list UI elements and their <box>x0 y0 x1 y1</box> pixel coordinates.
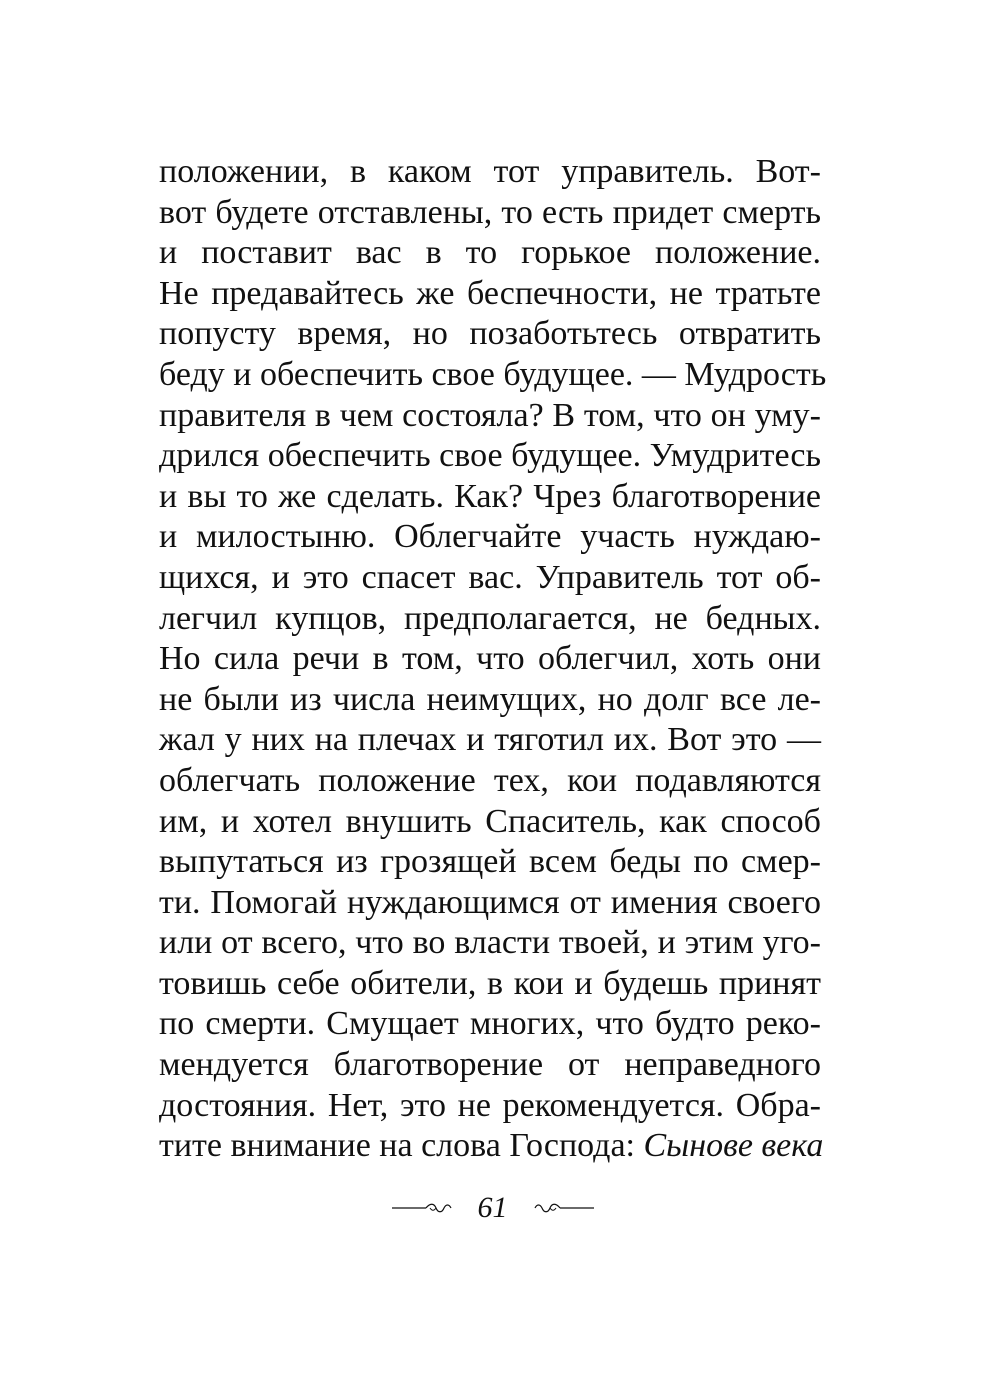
text-line: Не предавайтесь же беспечности, не тратьте <box>159 274 821 312</box>
text-line: вот будете отставлены, то есть придет смерть <box>159 193 821 231</box>
last-line-prefix: тите внимание на слова Господа: <box>159 1127 644 1165</box>
text-line: и милостыню. Облегчайте участь нуждаю- <box>159 518 821 556</box>
text-line: мендуется благотворение от неправедного <box>159 1046 821 1084</box>
text-line: беду и обеспечить свое будущее. — Мудрость <box>159 355 827 393</box>
body-text <box>159 152 827 1167</box>
text-line: им, и хотел внушить Спаситель, как способ <box>159 802 821 840</box>
text-line: и поставит вас в то горькое положение. <box>159 234 821 272</box>
text-line: правителя в чем состояла? В том, что он уму- <box>159 396 821 434</box>
page-number: 61 <box>477 1191 508 1224</box>
text-line: ти. Помогай нуждающимся от имения своего <box>159 883 821 921</box>
text-line: облегчать положение тех, кои подавляются <box>159 761 821 799</box>
text-line: дрился обеспечить свое будущее. Умудритесь <box>159 437 821 475</box>
text-line: товишь себе обители, в кои и будешь принят <box>159 964 821 1002</box>
page-footer <box>0 1188 985 1228</box>
text-line: положении, в каком тот управитель. Вот- <box>159 153 821 190</box>
text-line: щихся, и это спасет вас. Управитель тот об- <box>159 558 821 596</box>
text-line: и вы то же сделать. Как? Чрез благотворение <box>159 477 821 515</box>
text-line: легчил купцов, предполагается, не бедных. <box>159 599 821 637</box>
text-line: выпутаться из грозящей всем беды по смер- <box>159 843 821 881</box>
text-line: или от всего, что во власти твоей, и этим уго- <box>159 924 821 962</box>
text-line: по смерти. Смущает многих, что будто реко- <box>159 1005 821 1043</box>
text-line: достояния. Нет, это не рекомендуется. Обра- <box>159 1086 821 1124</box>
text-line: Но сила речи в том, что облегчил, хоть они <box>159 640 821 678</box>
text-line: не были из числа неимущих, но долг все ле- <box>159 680 821 718</box>
text-line: попусту время, но позаботьтесь отвратить <box>159 315 821 353</box>
flourish-right-icon <box>534 1201 594 1215</box>
text-line: жал у них на плечах и тяготил их. Вот это — <box>159 721 821 759</box>
text-line-last <box>159 1126 824 1167</box>
flourish-left-icon <box>392 1201 452 1215</box>
last-line-italic: Сынове века <box>643 1127 824 1165</box>
